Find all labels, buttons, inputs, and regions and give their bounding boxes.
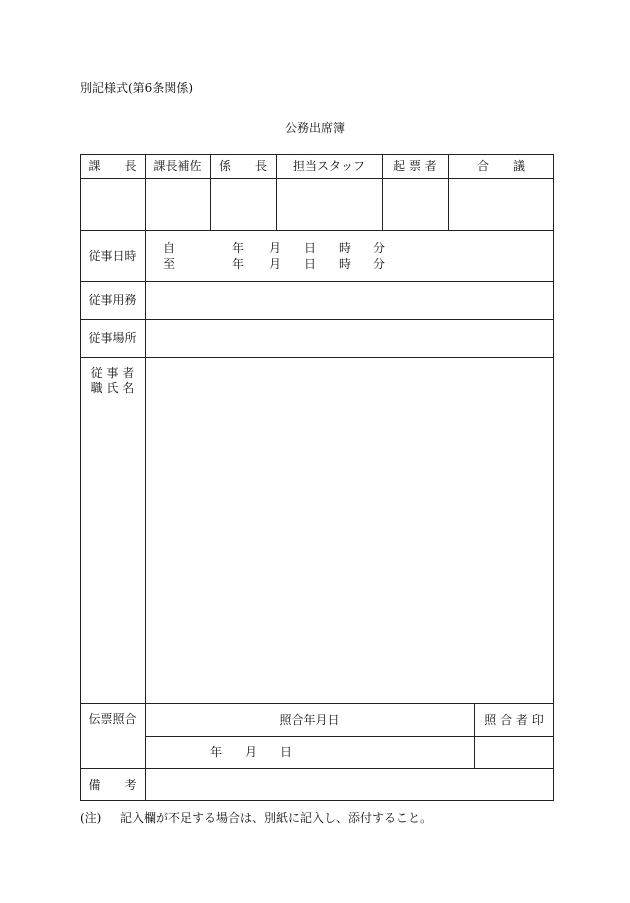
datetime-to-prefix: 至 bbox=[163, 257, 176, 271]
form-label: 別記様式(第6条関係) bbox=[80, 81, 193, 95]
label-checker-seal: 照 合 者 印 bbox=[484, 713, 544, 727]
datetime-unit-day: 日 bbox=[304, 257, 317, 271]
datetime-from-prefix: 自 bbox=[163, 241, 176, 255]
label-check-date: 照合年月日 bbox=[279, 713, 340, 727]
check-date-year: 年 bbox=[210, 745, 223, 759]
stamp-box-section-chief[interactable] bbox=[81, 179, 144, 229]
duty-place-field[interactable] bbox=[146, 320, 553, 356]
datetime-unit-month: 月 bbox=[269, 241, 282, 255]
row-divider bbox=[80, 230, 554, 231]
label-duty-datetime: 従事日時 bbox=[88, 249, 137, 263]
datetime-unit-month: 月 bbox=[269, 257, 282, 271]
note-marker: (注) bbox=[80, 811, 102, 825]
header-consultation: 合 議 bbox=[476, 159, 525, 173]
header-assistant-chief: 課長補佐 bbox=[153, 159, 202, 173]
label-duty-person-2: 職 氏 名 bbox=[90, 381, 135, 395]
note-text: 記入欄が不足する場合は、別紙に記入し、添付すること。 bbox=[120, 811, 433, 825]
label-duty-work: 従事用務 bbox=[88, 293, 137, 307]
checker-seal-field[interactable] bbox=[475, 737, 553, 767]
label-duty-person-1: 従 事 者 bbox=[90, 366, 135, 380]
datetime-unit-minute: 分 bbox=[373, 241, 386, 255]
header-staff: 担当スタッフ bbox=[292, 159, 365, 173]
check-date-month: 月 bbox=[245, 745, 258, 759]
datetime-unit-hour: 時 bbox=[339, 241, 352, 255]
datetime-unit-day: 日 bbox=[304, 241, 317, 255]
duty-work-field[interactable] bbox=[146, 282, 553, 318]
stamp-box-consultation[interactable] bbox=[449, 179, 553, 229]
row-divider bbox=[80, 703, 554, 704]
duty-person-field[interactable] bbox=[146, 358, 553, 702]
stamp-box-assistant-chief[interactable] bbox=[146, 179, 209, 229]
stamp-box-subsection-chief[interactable] bbox=[211, 179, 275, 229]
remarks-field[interactable] bbox=[146, 769, 553, 800]
datetime-unit-minute: 分 bbox=[373, 257, 386, 271]
header-drafter: 起 票 者 bbox=[393, 159, 437, 173]
datetime-unit-year: 年 bbox=[232, 257, 245, 271]
label-remarks: 備 考 bbox=[88, 778, 137, 792]
check-date-day: 日 bbox=[280, 745, 293, 759]
form-title: 公務出席簿 bbox=[284, 121, 345, 135]
label-voucher-check: 伝票照合 bbox=[88, 712, 137, 726]
stamp-box-drafter[interactable] bbox=[383, 179, 447, 229]
datetime-unit-year: 年 bbox=[232, 241, 245, 255]
label-duty-place: 従事場所 bbox=[88, 331, 137, 345]
datetime-unit-hour: 時 bbox=[339, 257, 352, 271]
header-section-chief: 課 長 bbox=[88, 159, 137, 173]
header-subsection-chief: 係 長 bbox=[218, 159, 267, 173]
stamp-box-staff[interactable] bbox=[277, 179, 381, 229]
